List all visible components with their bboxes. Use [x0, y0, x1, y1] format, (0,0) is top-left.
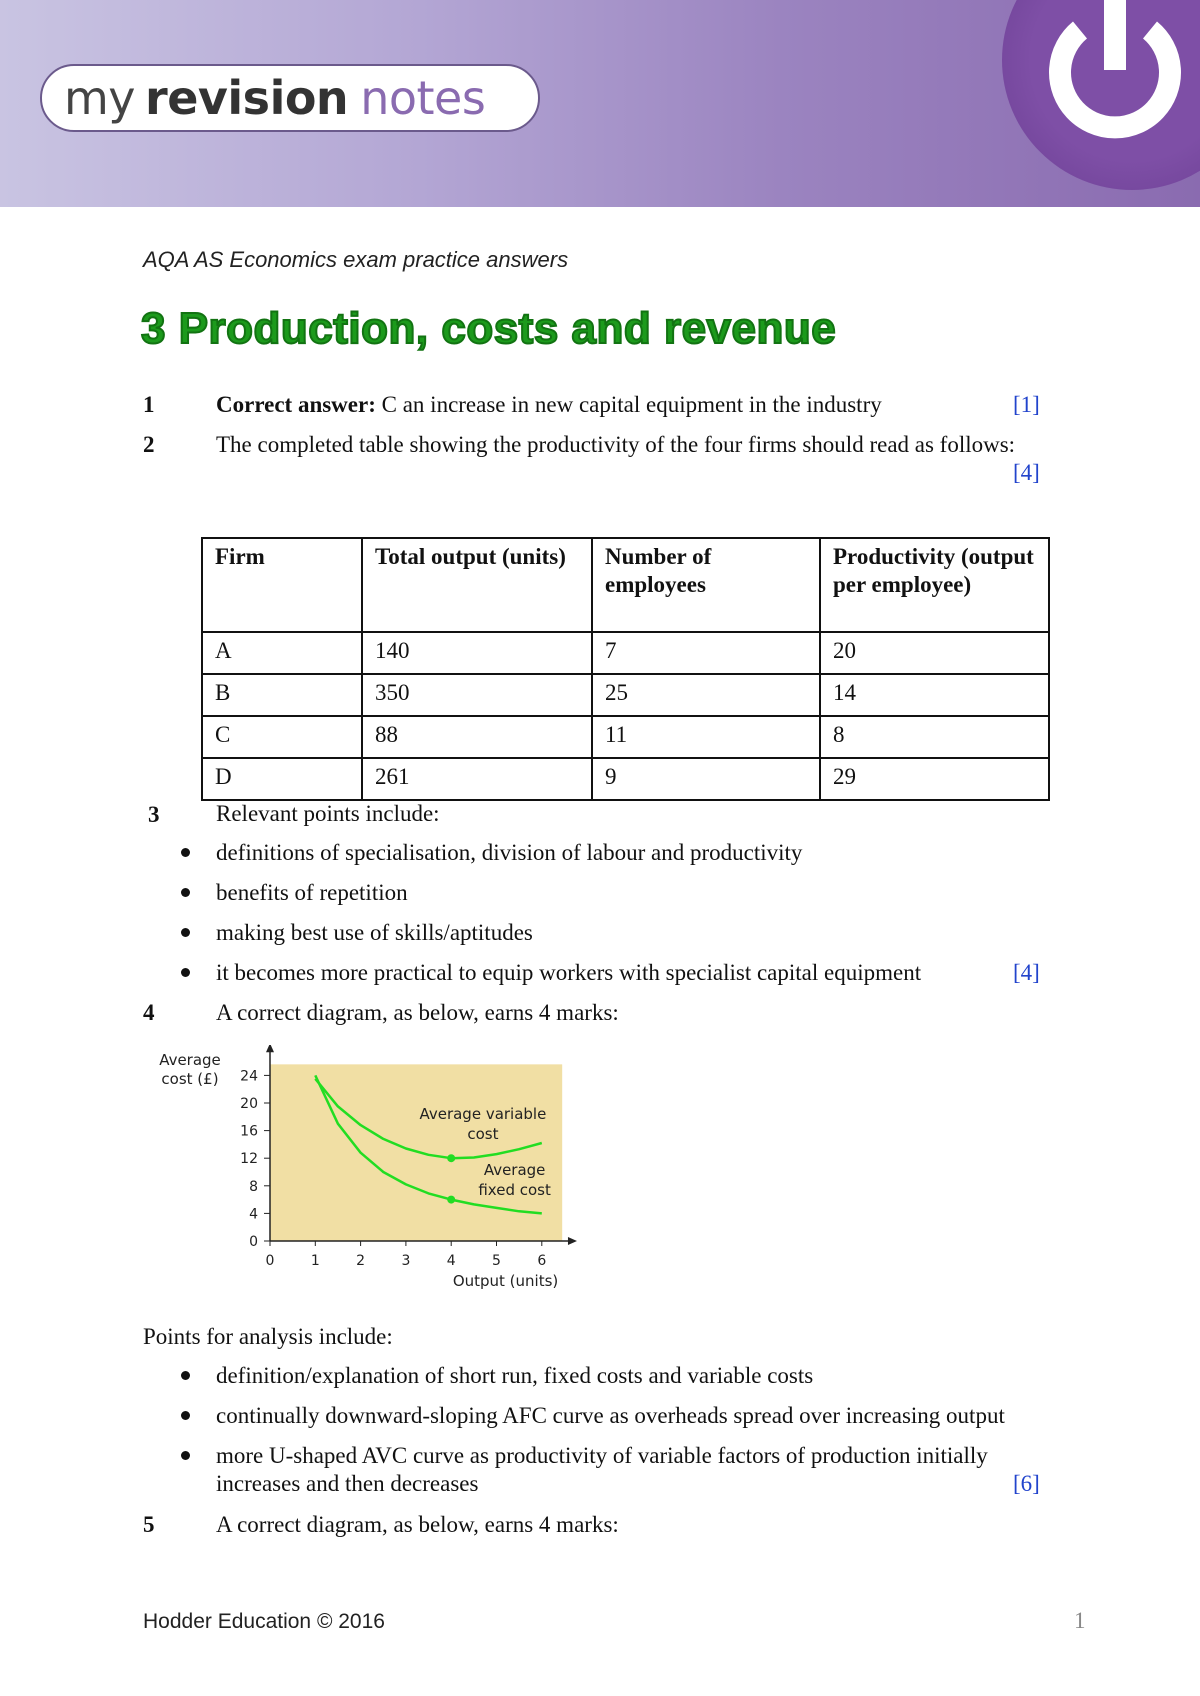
header-total-output: Total output (units) — [362, 538, 592, 632]
analysis-intro: Points for analysis include: — [143, 1324, 393, 1349]
question-5-text: A correct diagram, as below, earns 4 marks: — [216, 1512, 619, 1537]
q4-bullet-1: definition/explanation of short run, fixed costs and variable costs — [216, 1363, 814, 1388]
plot-background — [270, 1064, 562, 1241]
mark-q1: [1] — [1013, 392, 1040, 417]
productivity-table — [201, 537, 1050, 801]
mark-q3: [4] — [1013, 960, 1040, 985]
correct-answer-label: Correct answer: — [216, 392, 376, 417]
cell-employees: 11 — [592, 716, 820, 758]
cell-productivity: 20 — [820, 632, 1049, 674]
q3-bullet-1: definitions of specialisation, division of labour and productivity — [216, 840, 803, 865]
bullet-dot — [181, 1411, 190, 1420]
table-header-row — [202, 538, 1049, 632]
cell-employees: 7 — [592, 632, 820, 674]
mark-q4: [6] — [1013, 1471, 1040, 1496]
bullet-dot — [181, 1451, 190, 1460]
y-tick-label: 4 — [249, 1206, 258, 1223]
cell-output: 350 — [362, 674, 592, 716]
bullet-dot — [181, 848, 190, 857]
cost-chart-svg — [150, 1045, 590, 1295]
y-axis-arrow — [266, 1045, 274, 1052]
y-axis-label-line1: Average — [159, 1051, 221, 1069]
y-tick-label: 20 — [240, 1096, 258, 1112]
x-axis-arrow — [568, 1237, 577, 1245]
cell-firm: D — [202, 758, 362, 800]
afc-label-line1: Average — [483, 1160, 546, 1179]
q4-bullet-3-continued: increases and then decreases — [216, 1471, 479, 1496]
x-tick-label: 5 — [492, 1253, 501, 1269]
cell-output: 88 — [362, 716, 592, 758]
q3-bullet-4: it becomes more practical to equip workers with specialist capital equipment — [216, 960, 922, 985]
q3-bullet-2: benefits of repetition — [216, 880, 408, 905]
page-number: 1 — [1074, 1608, 1086, 1633]
header-banner — [0, 0, 1200, 207]
x-tick-label: 0 — [265, 1253, 275, 1269]
x-tick-label: 6 — [537, 1253, 547, 1269]
bullet-dot — [181, 928, 190, 937]
question-3-text: Relevant points include: — [216, 801, 440, 826]
question-number-1: 1 — [143, 392, 155, 417]
header-employees: Number of employees — [592, 538, 820, 632]
q4-bullet-3: more U-shaped AVC curve as productivity of variable factors of production initially — [216, 1443, 988, 1468]
question-number-5: 5 — [143, 1512, 155, 1537]
afc-marker — [447, 1196, 455, 1204]
q3-bullet-3: making best use of skills/aptitudes — [216, 920, 533, 945]
cell-firm: B — [202, 674, 362, 716]
header-productivity: Productivity (output per employee) — [820, 538, 1049, 632]
footer-copyright: Hodder Education © 2016 — [143, 1610, 385, 1633]
cell-output: 261 — [362, 758, 592, 800]
x-axis-label: Output (units) — [452, 1272, 559, 1290]
question-1-answer: C an increase in new capital equipment in the industry — [375, 392, 882, 417]
logo-word-my: my — [64, 71, 136, 125]
cell-output: 140 — [362, 632, 592, 674]
x-tick-label: 1 — [310, 1253, 320, 1269]
x-tick-label: 4 — [446, 1253, 456, 1269]
cell-productivity: 8 — [820, 716, 1049, 758]
y-axis-label-line2: cost (£) — [161, 1070, 219, 1088]
x-tick-label: 2 — [356, 1253, 366, 1269]
y-tick-label: 12 — [240, 1151, 258, 1168]
q4-bullet-2: continually downward-sloping AFC curve as overheads spread over increasing output — [216, 1403, 1005, 1428]
bullet-dot — [181, 888, 190, 897]
cell-productivity: 14 — [820, 674, 1049, 716]
x-tick-label: 3 — [401, 1253, 411, 1269]
table-row — [202, 632, 1049, 674]
bullet-dot — [181, 1371, 190, 1380]
avc-label-line1: Average variable — [419, 1104, 547, 1123]
y-tick-label: 0 — [249, 1234, 258, 1250]
logo-word-revision: revision — [145, 71, 349, 125]
y-tick-label: 8 — [249, 1178, 258, 1195]
question-number-4: 4 — [143, 1000, 155, 1025]
logo — [40, 64, 540, 132]
cell-productivity: 29 — [820, 758, 1049, 800]
header-firm: Firm — [202, 538, 362, 632]
cell-firm: C — [202, 716, 362, 758]
logo-word-notes: notes — [360, 71, 486, 125]
chapter-title: 3 Production, costs and revenue — [141, 304, 837, 353]
cost-chart — [150, 1045, 590, 1295]
power-icon — [1040, 0, 1190, 170]
avc-label-line2: cost — [467, 1124, 499, 1143]
avc-marker — [447, 1154, 455, 1162]
cell-firm: A — [202, 632, 362, 674]
table-row — [202, 674, 1049, 716]
y-tick-label: 16 — [240, 1123, 258, 1140]
question-2-text: The completed table showing the productivity of the four firms should read as follows: — [216, 432, 1016, 457]
bullet-dot — [181, 968, 190, 977]
y-tick-label: 24 — [240, 1068, 258, 1085]
table-row — [202, 758, 1049, 800]
subtitle: AQA AS Economics exam practice answers — [143, 247, 569, 272]
afc-label-line2: fixed cost — [478, 1180, 551, 1199]
cell-employees: 9 — [592, 758, 820, 800]
table-row — [202, 716, 1049, 758]
mark-q2: [4] — [1013, 460, 1040, 485]
question-number-2: 2 — [143, 432, 155, 457]
question-1-text — [216, 391, 882, 419]
question-number-3: 3 — [148, 802, 160, 827]
cell-employees: 25 — [592, 674, 820, 716]
question-4-text: A correct diagram, as below, earns 4 marks: — [216, 1000, 619, 1025]
